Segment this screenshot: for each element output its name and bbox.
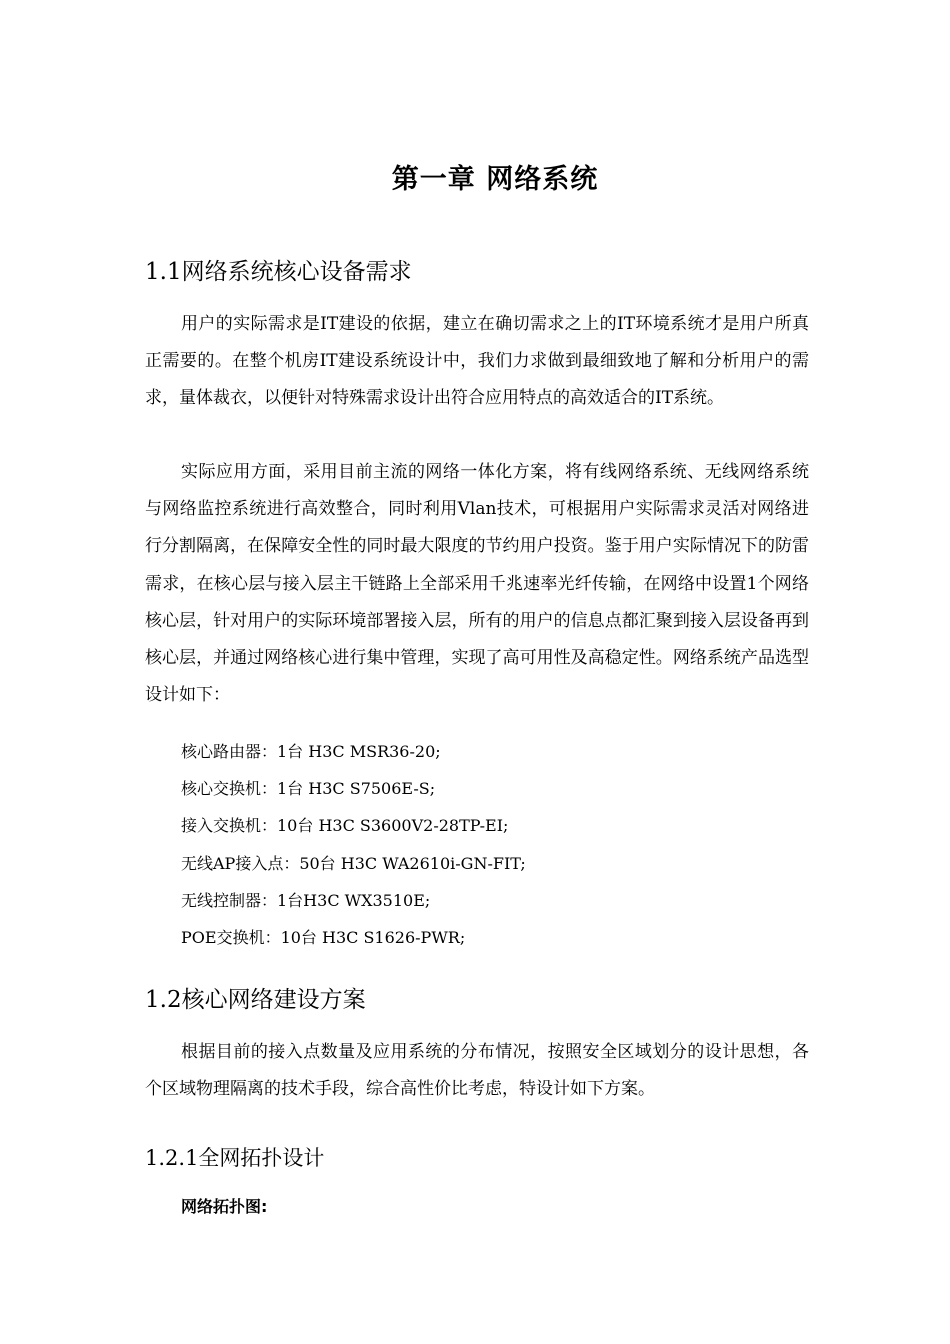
paragraph-application: 实际应用方面，采用目前主流的网络一体化方案，将有线网络系统、无线网络系统与网络监控系统进行高效整合，同时利用Vlan技术，可根据用户实际需求灵活对网络进行分割隔离，在保障安全性的同时最大限度的节约用户投资。鉴于用户实际情况下的防雷需求，在核心层与接入层主干链路上全部采用千兆速率光纤传输，在网络中设置1个网络核心层，针对用户的实际环境部署接入层，所有的用户的信息点都汇聚到接入层设备再到核心层，并通过网络核心进行集中管理，实现了高可用性及高稳定性。网络系统产品选型设计如下： — [145, 462, 809, 706]
paragraph-core-network-plan: 根据目前的接入点数量及应用系统的分布情况，按照安全区域划分的设计思想，各个区域物理隔离的技术手段，综合高性价比考虑，特设计如下方案。 — [145, 1042, 809, 1100]
topology-diagram-label: 网络拓扑图: — [181, 1197, 268, 1216]
equipment-item-poe-switch: POE交换机：10台 H3C S1626-PWR; — [181, 927, 466, 947]
equipment-item-wireless-ap: 无线AP接入点：50台 H3C WA2610i-GN-FIT; — [181, 853, 526, 873]
section-heading-1-2: 1.2核心网络建设方案 — [145, 987, 366, 1013]
equipment-item-access-switch: 接入交换机：10台 H3C S3600V2-28TP-EI; — [181, 816, 509, 836]
equipment-item-core-switch: 核心交换机：1台 H3C S7506E-S; — [181, 779, 436, 799]
equipment-item-wireless-controller: 无线控制器：1台H3C WX3510E; — [181, 890, 431, 910]
equipment-list — [181, 733, 526, 956]
section-heading-1-2-1: 1.2.1全网拓扑设计 — [145, 1146, 325, 1170]
equipment-item-core-router: 核心路由器：1台 H3C MSR36-20; — [181, 742, 441, 761]
section-heading-1-1: 1.1网络系统核心设备需求 — [145, 259, 412, 285]
paragraph-requirements: 用户的实际需求是IT建设的依据，建立在确切需求之上的IT环境系统才是用户所真正需要的。在整个机房IT建设系统设计中，我们力求做到最细致地了解和分析用户的需求，量体裁衣，以便针对特殊需求设计出符合应用特点的高效适合的IT系统。 — [145, 314, 809, 409]
chapter-title: 第一章 网络系统 — [391, 164, 599, 195]
